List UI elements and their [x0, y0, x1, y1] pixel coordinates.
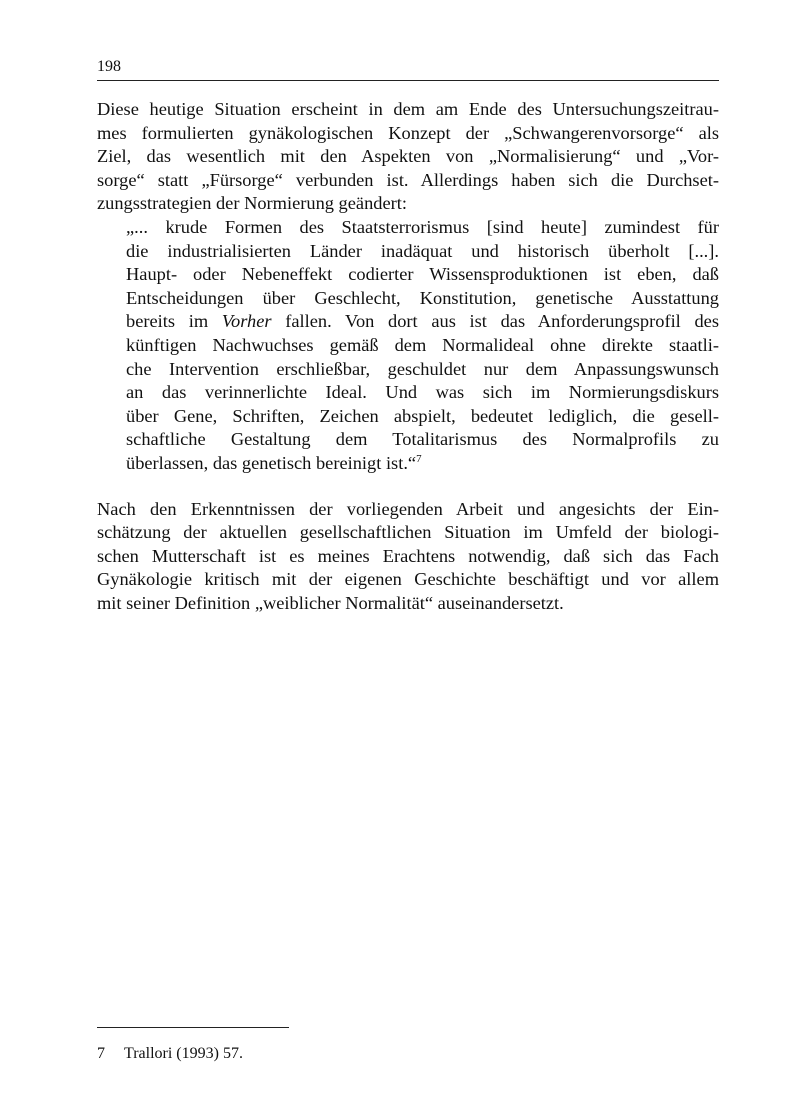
- body-text: [97, 98, 719, 615]
- text-line: Nach den Erkenntnissen der vorliegenden Arbeit und angesichts der Ein-: [97, 498, 719, 519]
- quote-line: künftigen Nachwuchses gemäß dem Normalideal ohne direkte staatli-: [126, 334, 719, 355]
- quote-line: die industrialisierten Länder inadäquat und historisch überholt [...].: [126, 240, 719, 261]
- text-line: schen Mutterschaft ist es meines Erachtens notwendig, daß sich das Fach: [97, 545, 719, 566]
- text-line: schätzung der aktuellen gesellschaftlichen Situation im Umfeld der biologi-: [97, 522, 719, 543]
- text-line: Ziel, das wesentlich mit den Aspekten von „Normalisierung“ und „Vor-: [97, 146, 719, 167]
- quote-text: überlassen, das genetisch bereinigt ist.“: [126, 452, 417, 473]
- quote-line: über Gene, Schriften, Zeichen abspielt, bedeutet lediglich, die gesell-: [126, 405, 719, 426]
- text-line: zungsstrategien der Normierung geändert:: [97, 193, 407, 214]
- block-quote: [126, 216, 719, 476]
- quote-text: fallen. Von dort aus ist das Anforderungsprofil des: [271, 311, 719, 332]
- text-line: Diese heutige Situation erscheint in dem am Ende des Untersuchungszeitrau-: [97, 99, 719, 119]
- footnote-rule: [97, 1027, 289, 1028]
- quote-line: [126, 452, 719, 476]
- footnote: [97, 1044, 243, 1064]
- quote-line: an das verinnerlichte Ideal. Und was sich im Normierungsdiskurs: [126, 382, 719, 403]
- paragraph-1: [97, 98, 719, 216]
- footnote-text: Trallori (1993) 57.: [124, 1045, 243, 1062]
- paragraph-gap: [97, 476, 719, 498]
- text-line: mes formulierten gynäkologischen Konzept der „Schwangerenvorsorge“ als: [97, 122, 719, 143]
- quote-line: che Intervention erschließbar, geschuldet nur dem Anpassungswunsch: [126, 358, 719, 379]
- text-line: mit seiner Definition „weiblicher Normalität“ auseinandersetzt.: [97, 592, 564, 613]
- quote-line: [126, 310, 719, 334]
- footnote-reference[interactable]: 7: [416, 452, 422, 465]
- emphasis-text: Vorher: [221, 311, 272, 332]
- header-rule: [97, 80, 719, 81]
- text-line: Gynäkologie kritisch mit der eigenen Geschichte beschäftigt und vor allem: [97, 569, 719, 590]
- footnote-number: 7: [97, 1045, 105, 1062]
- text-line: sorge“ statt „Fürsorge“ verbunden ist. Allerdings haben sich die Durchset-: [97, 169, 719, 190]
- quote-line: „... krude Formen des Staatsterrorismus [sind heute] zumindest für: [126, 216, 719, 237]
- quote-line: schaftliche Gestaltung dem Totalitarismus des Normalprofils zu: [126, 429, 719, 450]
- quote-line: Entscheidungen über Geschlecht, Konstitution, genetische Ausstattung: [126, 287, 719, 308]
- page-number: 198: [97, 58, 121, 75]
- quote-line: Haupt- oder Nebeneffekt codierter Wissensproduktionen ist eben, daß: [126, 264, 719, 285]
- paragraph-2: [97, 498, 719, 616]
- quote-text: bereits im: [126, 311, 222, 332]
